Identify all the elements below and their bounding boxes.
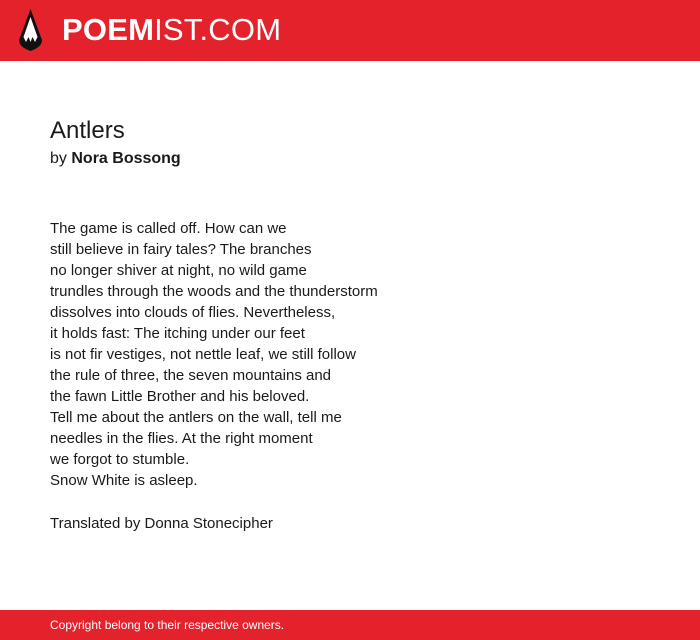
poem-line: no longer shiver at night, no wild game (50, 262, 307, 279)
site-logo[interactable] (62, 12, 281, 48)
poem-line: Snow White is asleep. (50, 472, 198, 489)
site-header (0, 0, 700, 61)
poem-line: trundles through the woods and the thunderstorm (50, 283, 378, 300)
poem-byline (50, 148, 181, 170)
poem-title: Antlers (50, 117, 125, 144)
logo-bold-text: POEM (62, 12, 155, 47)
poem-line: the fawn Little Brother and his beloved. (50, 388, 310, 405)
poem-line: is not fir vestiges, not nettle leaf, we still follow (50, 346, 356, 363)
poem-line: we forgot to stumble. (50, 451, 190, 468)
poem-line: The game is called off. How can we (50, 220, 287, 237)
logo-light-text: IST.COM (154, 12, 282, 47)
poem-line: the rule of three, the seven mountains and (50, 367, 332, 384)
copyright-text: Copyright belong to their respective owners. (50, 618, 285, 632)
translator-credit: Translated by Donna Stonecipher (50, 515, 273, 532)
poem-line: it holds fast: The itching under our feet (50, 325, 305, 342)
poem-line: Tell me about the antlers on the wall, tell me (50, 409, 342, 426)
poem-body (50, 218, 650, 491)
author-name: Nora Bossong (71, 150, 181, 167)
poem-line: dissolves into clouds of flies. Nevertheless, (50, 304, 336, 321)
pencil-tip-icon[interactable] (18, 9, 43, 51)
poem-line: still believe in fairy tales? The branches (50, 241, 312, 258)
byline-prefix: by (50, 150, 67, 167)
site-footer (0, 610, 700, 640)
poem-line: needles in the flies. At the right moment (50, 430, 313, 447)
